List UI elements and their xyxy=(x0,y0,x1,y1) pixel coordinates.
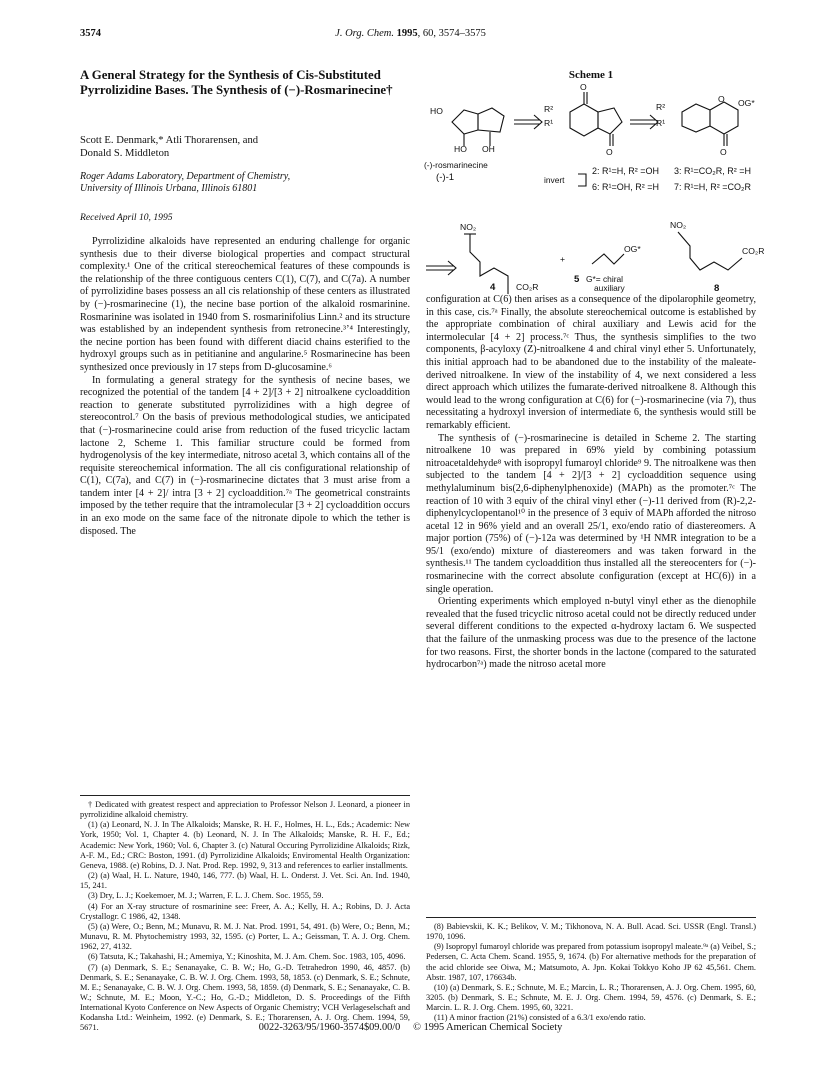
svg-text:O: O xyxy=(720,147,727,157)
footnote: (9) Isopropyl fumaroyl chloride was prepared from potassium isopropyl maleate.⁹ᵃ (a) Veibel, S.; Pedersen, C. Acta Chem. Scand. 1955, 9, 1674. (b) For alternative methods for the preparation of the acid chloride see Oiwa, M.; Matsumoto, A. Jpn. Kokai Tokkyo Koho JP 62 45,561. Chem. Abstr. 1987, 107, 176634b. xyxy=(426,942,756,982)
svg-text:CO₂R: CO₂R xyxy=(742,246,765,256)
footnotes-right xyxy=(426,922,756,1024)
running-header xyxy=(0,28,821,39)
ring-a-structure xyxy=(452,110,478,134)
footnote-divider xyxy=(426,917,756,918)
footnote: † Dedicated with greatest respect and appreciation to Professor Nelson J. Leonard, a pioneer in pyrrolizidine alkaloid chemistry. xyxy=(80,800,410,820)
label-chiral-auxiliary-1: G*= chiral xyxy=(586,274,624,284)
page-footer xyxy=(0,1022,821,1033)
paragraph: The synthesis of (−)-rosmarinecine is detailed in Scheme 2. The starting nitroalkene 10 was prepared in 69% yield by combining potassium nitroacetaldehyde⁸ with isopropyl fumaroyl chloride⁹ 9. The nitroalkene was then subjected to the tandem [4 + 2]/[3 + 2] cycloaddition sequence using methylaluminum bis(2,6-diphenylphenoxide) (MAPh) as the promoter.⁷ᶜ The reaction of 10 with 3 equiv of the chiral vinyl ether (−)-11 derived from (R)-2,2-diphenylcyclopentanol¹⁰ in the presence of 3 equiv of MAPh afforded the nitroso acetal 12 in 96% yield and an overall 25/1, exo/endo ratio of diastereomers. A major portion (75%) of (−)-12a was determined by ¹H NMR integration to be a 95/1 (exo/endo) mixture of diastereomers and was taken forward in the synthesis.¹¹ The tandem cycloaddition thus installed all the stereocenters for (−)-rosmarinecine with the correct absolute configuration (except at HC(6)) in a single operation. xyxy=(426,432,756,595)
label-compound-8: 8 xyxy=(714,283,720,294)
affiliation-line-2: University of Illinois Urbana, Illinois 61801 xyxy=(80,183,258,195)
body-text-left xyxy=(80,236,410,538)
svg-text:CO₂R: CO₂R xyxy=(516,282,539,292)
label-chiral-auxiliary-2: auxiliary xyxy=(594,283,625,293)
svg-text:OG*: OG* xyxy=(624,244,641,254)
svg-text:HO: HO xyxy=(430,106,443,116)
affiliation-line-1: Roger Adams Laboratory, Department of Chemistry, xyxy=(80,171,291,182)
svg-text:OH: OH xyxy=(482,144,495,154)
scheme-title: Scheme 1 xyxy=(568,69,614,81)
svg-text:NO₂: NO₂ xyxy=(670,220,687,230)
svg-text:OG*: OG* xyxy=(738,98,755,108)
copyright: © 1995 American Chemical Society xyxy=(413,1022,563,1033)
footnote-divider xyxy=(80,795,410,796)
svg-text:+: + xyxy=(560,254,566,264)
label-compound-3: 3: R¹=CO₂R, R² =H xyxy=(674,166,752,176)
label-rosmarinecine: (-)-rosmarinecine xyxy=(424,160,488,170)
svg-text:R¹: R¹ xyxy=(656,118,666,128)
label-invert: invert xyxy=(544,175,565,185)
footnotes-left xyxy=(80,800,410,1034)
affiliation xyxy=(80,171,410,196)
label-compound-2: 2: R¹=H, R² =OH xyxy=(592,166,660,176)
footnote: (5) (a) Were, O.; Benn, M.; Munavu, R. M. J. Nat. Prod. 1991, 54, 491. (b) Were, O.; Benn, M.; Munavu, R. M. Phytochemistry 1993, 32, 1595. (c) Porter, L. A.; Geissman, T. A. J. Org. Chem. 1962, 27, 4132. xyxy=(80,921,410,952)
paragraph: Pyrrolizidine alkaloids have represented an enduring challenge for organic synthesis due to their diverse biological properties and compact structural complexity.¹ One of the critical stereochemical features of these compounds is the relationship of the three contiguous centers C(1), C(7), and C(7a). A number of pyrrolizidine bases possess an all cis relationship of these centers as illustrated by (−)-rosmarinecine (1), the necine base portion of the alkaloid rosmarinine. Rosmarinine was isolated in 1940 from S. rosmarinifolius Linn.² and its structure was established by an independent synthesis from retronecine.³ʼ⁴ Interestingly, the necine portion has been found with different diacid chains esterified to the hydroxyl groups such as in petitianine and angularine.⁵ Rosmarinecine has been synthesized once previously in 17 steps from D-glucosamine.⁶ xyxy=(80,236,410,373)
footnote: (2) (a) Waal, H. L. Nature, 1940, 146, 777. (b) Waal, H. L. Onderst. J. Vet. Sci. An. Ind. 1940, 15, 241. xyxy=(80,871,410,891)
footnote: (7) (a) Denmark, S. E.; Senanayake, C. B. W.; Ho, G.-D. Tetrahedron 1990, 46, 4857. (b) Denmark, S. E.; Senanayake, C. B. W. J. Org. Chem. 1993, 58, 1853. (c) Denmark, S. E.; Schnute, M. E.; Senanayake, C. B. W. J. Org. Chem. 1993, 58, 1859. (d) Denmark, S. E.; Senanayake, C. B. W.; Schnute, M. E.; Moon, Y.-C.; Ho, G.-D.; Middleton, D. S. Proceedings of the Fifth International Kyoto Conference on New Aspects of Organic Chemistry; VCH Verlageselschaft and Kodansha Ltd.: Weinheim, 1992. (e) Denmark, S. E.; Thorarensen, A. J. Org. Chem. 1994, 59, 5671. xyxy=(80,962,410,1033)
footnote: (8) Babievskii, K. K.; Belikov, V. M.; Tikhonova, N. A. Bull. Acad. Sci. USSR (Engl. Transl.) 1970, 1096. xyxy=(426,922,756,942)
page-number: 3574 xyxy=(80,28,101,39)
footnote: (4) For an X-ray structure of rosmarinine see: Freer, A. A.; Kelly, H. A.; Robins, D. J. Acta Crystallogr. C 1986, 42, 1348. xyxy=(80,901,410,921)
label-compound-4: 4 xyxy=(490,282,496,293)
tricycle-structure xyxy=(570,104,598,136)
nitroso-acetal-structure xyxy=(682,104,710,132)
article-code: 0022-3263/95/1960-3574$09.00/0 xyxy=(258,1022,401,1033)
footnote: (11) A minor fraction (21%) consisted of a 6.3/1 exo/endo ratio. xyxy=(434,1013,646,1023)
authors-line-2: Donald S. Middleton xyxy=(80,148,170,159)
label-compound-5: 5 xyxy=(574,274,580,285)
svg-text:O: O xyxy=(606,147,613,157)
paragraph: configuration at C(6) then arises as a consequence of the dipolarophile geometry, in this case, cis.⁷ᵃ Finally, the absolute stereochemical outcome is established by the appropriate combination of chiral auxiliary and Lewis acid for the intermolecular [4 + 2] process.⁷ᶜ Thus, the synthesis simplifies to the two components, β-acyloxy (Z)-nitroalkene 4 and chiral vinyl ether 5. Unfortunately, this initial approach had to be abandoned due to the instability of the maleate-derived nitroalkene. In view of the instability of 4, we next considered a less direct approach which utilizes the fumarate-derived nitroalkene 8. Although this would lead to the wrong configuration at C(6) for (−)-rosmarinecine (via 7), thus necessitating a hydroxyl inversion of intermediate 6, the synthesis would still be remarkably efficient. xyxy=(426,294,756,431)
label-compound-6: 6: R¹=OH, R² =H xyxy=(592,182,660,192)
svg-text:NO₂: NO₂ xyxy=(460,222,477,232)
svg-text:O: O xyxy=(718,94,725,104)
paragraph: In formulating a general strategy for the synthesis of necine bases, we recognized the potential of the tandem [4 + 2]/[3 + 2] nitroalkene cycloaddition reaction to generate substituted pyrrolizidines with a high degree of stereocontrol.⁷ On the basis of previous methodological studies, we anticipated that (−)-rosmarinecine could arise from reduction of the fused tricyclic lactam lactone 2, Scheme 1. This familiar structure could be formed from hydrogenolysis of the key intermediate, nitroso acetal 3, which contains all of the requisite stereochemical information. The all cis configurational relationship of C(1), C(7a), and C(7) in (−)-rosmarinecine dictates that 3 must arise from a tandem inter [4 + 2]/ intra [3 + 2] cycloaddition.⁷ᵃ The geometrical constraints imposed by the tether require that the intramolecular [3 + 2] cycloaddition occurs in an exo mode on the same face of the nitronate dipole to which the tether is disposed. The xyxy=(80,374,410,537)
journal-name: J. Org. Chem. xyxy=(335,28,394,39)
svg-text:R²: R² xyxy=(544,104,554,114)
svg-text:O: O xyxy=(580,82,587,92)
journal-citation: , 60, 3574–3575 xyxy=(417,28,486,39)
svg-text:R¹: R¹ xyxy=(544,118,554,128)
journal-year: 1995 xyxy=(396,28,418,39)
footnote: (6) Tatsuta, K.; Takahashi, H.; Amemiya, Y.; Kinoshita, M. J. Am. Chem. Soc. 1983, 105, 4096. xyxy=(88,952,406,962)
ring-b-structure xyxy=(478,108,504,132)
footnote: (1) (a) Leonard, N. J. In The Alkaloids; Manske, R. H. F., Holmes, H. L., Eds.; Academic: New York, 1950; Vol. 1, Chapter 4. (b) Leonard, N. J. In The Alkaloids; Manske, R. H. F., Ed.; Academic: New York, 1960; Vol. 6, Chapter 3. (c) Natural Occuring Pyrrolizidine Alkaloids; Rizk, A-F. M., Ed.; CRC: Boston, 1991. (d) Pyrrolizidine Alkaloids; Enviromental Health Organization: Geneva, 1988. (e) Robins, D. J. Nat. Prod. Rep. 1992, 9, 313 and references to earlier installments. xyxy=(80,820,410,870)
article-title: A General Strategy for the Synthesis of Cis-Substituted Pyrrolizidine Bases. The Synthesis of (−)-Rosmarinecine† xyxy=(80,68,393,97)
authors xyxy=(80,134,410,160)
scheme-1-figure xyxy=(424,82,765,294)
body-text-right xyxy=(426,294,756,672)
paragraph: Orienting experiments which employed n-butyl vinyl ether as the dienophile revealed that the fused tricyclic nitroso acetal could not be directly reduced under several different conditions to the expected α-hydroxy lactam 6. We suspected that the failure of the unmasking process was due to the presence of the lactone for two reasons. First, the shorter bonds in the lactone (compared to the saturated hydrocarbon⁷ᵃ) made the nitroso acetal more xyxy=(426,596,756,671)
svg-text:HO: HO xyxy=(454,144,467,154)
label-compound-7: 7: R¹=H, R² =CO₂R xyxy=(674,182,752,192)
footnote: (3) Dry, L. J.; Koekemoer, M. J.; Warren, F. L. J. Chem. Soc. 1955, 59. xyxy=(88,891,324,901)
authors-line-1: Scott E. Denmark,* Atli Thorarensen, and xyxy=(80,135,259,146)
received-date: Received April 10, 1995 xyxy=(80,212,173,223)
label-compound-1: (-)-1 xyxy=(436,172,455,183)
svg-text:R²: R² xyxy=(656,102,666,112)
footnote: (10) (a) Denmark, S. E.; Schnute, M. E.; Marcin, L. R.; Thorarensen, A. J. Org. Chem. 1995, 60, 3205. (b) Denmark, S. E.; Schnute, M. E. J. Org. Chem. 1994, 59, 4576. (c) Denmark, S. E.; Marcin. L. R. J. Org. Chem. 1995, 60, 3221. xyxy=(426,982,756,1013)
